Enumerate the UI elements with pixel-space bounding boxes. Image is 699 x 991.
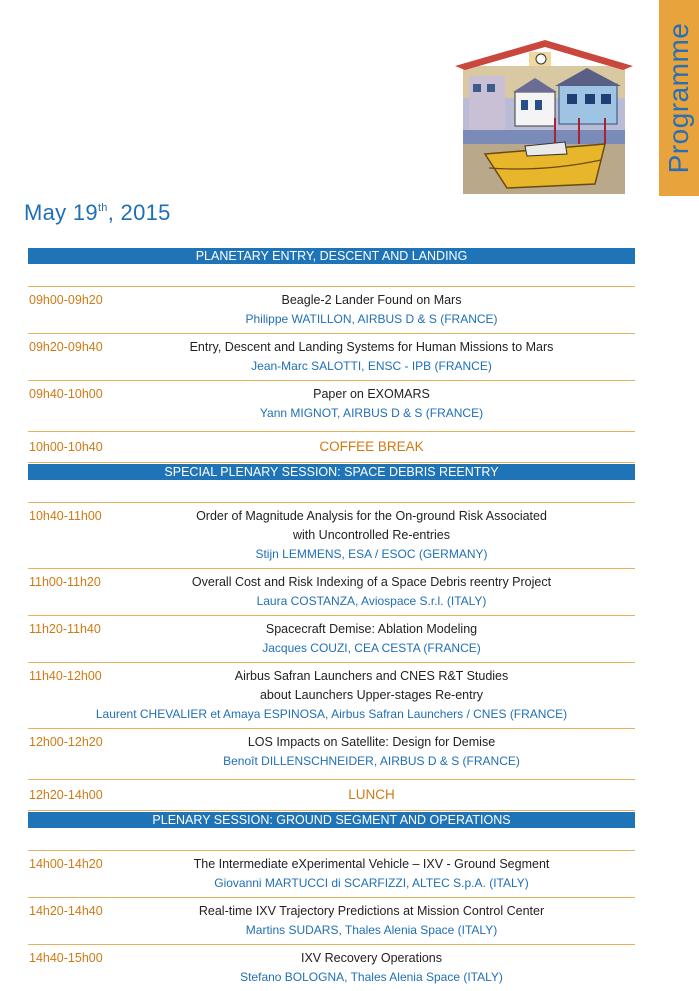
- programme-tab: [659, 0, 699, 196]
- speaker-name: Martins SUDARS, Thales Alenia Space (ITALY): [245, 923, 498, 937]
- talk-info: [108, 573, 635, 611]
- talk-info: [108, 338, 635, 376]
- talk-info: [108, 620, 635, 658]
- talk-info: [108, 733, 635, 771]
- schedule-row: [28, 502, 635, 568]
- speaker-name: Jean-Marc SALOTTI, ENSC - IPB (FRANCE): [251, 359, 492, 373]
- talk-title: with Uncontrolled Re-entries: [292, 528, 450, 542]
- talk-title: Paper on EXOMARS: [313, 387, 430, 401]
- time-slot: 12h00-12h20: [29, 735, 103, 749]
- break-time: 10h00-10h40: [29, 440, 103, 454]
- time-slot: 09h40-10h00: [29, 387, 103, 401]
- talk-info: [108, 291, 635, 329]
- time-slot: 14h40-15h00: [29, 951, 103, 965]
- date-month-day: May 19: [24, 200, 98, 225]
- talk-title: IXV Recovery Operations: [300, 951, 443, 965]
- date-suffix: th: [97, 202, 108, 214]
- break-label: LUNCH: [348, 787, 395, 802]
- break-row: [28, 779, 635, 811]
- schedule-row: [28, 568, 635, 615]
- schedule-row: [28, 662, 635, 728]
- speaker-name: Jacques COUZI, CEA CESTA (FRANCE): [262, 641, 481, 655]
- talk-title: Airbus Safran Launchers and CNES R&T Studies: [234, 669, 509, 683]
- talk-info: [108, 902, 635, 940]
- session-header: PLANETARY ENTRY, DESCENT AND LANDING: [28, 248, 635, 264]
- speaker-name: Benoît DILLENSCHNEIDER, AIRBUS D & S (FRANCE): [223, 754, 520, 768]
- time-slot: 11h00-11h20: [29, 575, 101, 589]
- talk-info: [108, 949, 635, 987]
- break-label: COFFEE BREAK: [319, 439, 424, 454]
- talk-title: LOS Impacts on Satellite: Design for Demise: [247, 735, 496, 749]
- programme-schedule: [28, 248, 635, 991]
- talk-info: [108, 385, 635, 423]
- schedule-row: [28, 728, 635, 775]
- speaker-name: Laura COSTANZA, Aviospace S.r.l. (ITALY): [256, 594, 487, 608]
- schedule-row: [28, 850, 635, 897]
- talk-info: [108, 855, 635, 893]
- talk-info: [108, 507, 635, 564]
- talk-title: Entry, Descent and Landing Systems for Human Missions to Mars: [189, 340, 554, 354]
- time-slot: 09h00-09h20: [29, 293, 103, 307]
- talk-info: [95, 667, 635, 724]
- speaker-name: Laurent CHEVALIER et Amaya ESPINOSA, Airbus Safran Launchers / CNES (FRANCE): [95, 707, 568, 721]
- talk-title: Beagle-2 Lander Found on Mars: [281, 293, 462, 307]
- time-slot: 14h00-14h20: [29, 857, 103, 871]
- harbour-illustration: [455, 38, 635, 196]
- break-time: 12h20-14h00: [29, 788, 103, 802]
- talk-title: The Intermediate eXperimental Vehicle – IXV - Ground Segment: [193, 857, 550, 871]
- session-header: SPECIAL PLENARY SESSION: SPACE DEBRIS REENTRY: [28, 464, 635, 480]
- schedule-row: [28, 380, 635, 427]
- talk-title: Overall Cost and Risk Indexing of a Space Debris reentry Project: [191, 575, 552, 589]
- speaker-name: Yann MIGNOT, AIRBUS D & S (FRANCE): [259, 406, 484, 420]
- talk-title: Real-time IXV Trajectory Predictions at Mission Control Center: [198, 904, 545, 918]
- schedule-row: [28, 286, 635, 333]
- schedule-row: [28, 944, 635, 991]
- speaker-name: Giovanni MARTUCCI di SCARFIZZI, ALTEC S.p.A. (ITALY): [214, 876, 529, 890]
- schedule-row: [28, 333, 635, 380]
- talk-title: about Launchers Upper-stages Re-entry: [259, 688, 484, 702]
- speaker-name: Stefano BOLOGNA, Thales Alenia Space (ITALY): [240, 970, 503, 984]
- schedule-row: [28, 615, 635, 662]
- speaker-name: Philippe WATILLON, AIRBUS D & S (FRANCE): [245, 312, 498, 326]
- time-slot: 09h20-09h40: [29, 340, 103, 354]
- time-slot: 14h20-14h40: [29, 904, 103, 918]
- talk-title: Spacecraft Demise: Ablation Modeling: [265, 622, 478, 636]
- speaker-name: Stijn LEMMENS, ESA / ESOC (GERMANY): [255, 547, 488, 561]
- programme-date: [24, 200, 171, 226]
- programme-label: Programme: [663, 22, 694, 174]
- time-slot: 10h40-11h00: [29, 509, 102, 523]
- talk-title: Order of Magnitude Analysis for the On-ground Risk Associated: [196, 509, 547, 523]
- break-row: [28, 431, 635, 463]
- time-slot: 11h20-11h40: [29, 622, 101, 636]
- date-year: , 2015: [107, 200, 171, 225]
- session-header: PLENARY SESSION: GROUND SEGMENT AND OPERATIONS: [28, 812, 635, 828]
- time-slot: 11h40-12h00: [29, 669, 102, 683]
- schedule-row: [28, 897, 635, 944]
